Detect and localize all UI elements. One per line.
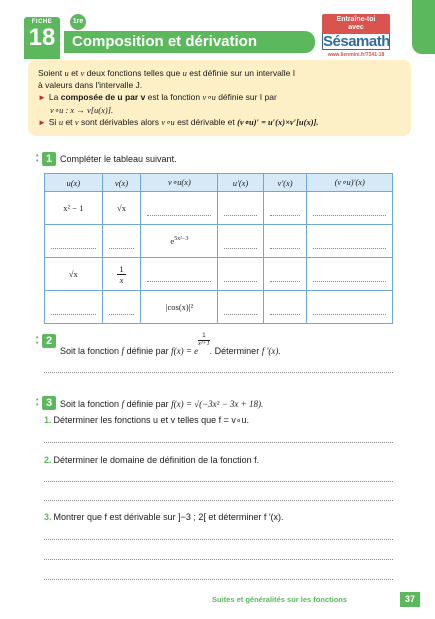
- exercise-2-statement: [60, 333, 281, 356]
- cours-intro: [38, 67, 401, 79]
- ex-math: f: [121, 346, 125, 356]
- answer-cell[interactable]: [102, 291, 141, 324]
- fiche-number: 18: [28, 24, 56, 51]
- answer-line[interactable]: [44, 579, 393, 580]
- table-row: [45, 225, 393, 258]
- cours-bold: composée de u par v: [60, 92, 146, 102]
- cours-math: u: [64, 68, 69, 78]
- cours-bullet-1-formula: [38, 104, 401, 116]
- fraction-numerator: 1: [119, 263, 124, 274]
- cell-v: [102, 258, 141, 291]
- question-number: 1.: [44, 415, 52, 425]
- cours-text: est dérivable et: [174, 117, 238, 127]
- chapter-tab: [412, 0, 435, 54]
- fiche-tag: [24, 17, 60, 59]
- question-text: Montrer que f est dérivable sur ]−3 ; 2[ et déterminer f ′(x).: [53, 512, 284, 522]
- exercise-3-statement: [60, 399, 263, 409]
- sesamath-link[interactable]: [322, 14, 390, 62]
- cours-text: La: [48, 92, 61, 102]
- answer-cell[interactable]: [141, 258, 218, 291]
- cours-math: v: [80, 68, 85, 78]
- question-3: [44, 512, 284, 522]
- cours-math: u: [182, 68, 187, 78]
- answer-line[interactable]: [44, 500, 393, 501]
- question-1: [44, 415, 249, 426]
- sesamath-logo: Sésamath: [323, 33, 390, 50]
- answer-cell[interactable]: [307, 258, 393, 291]
- answer-cell[interactable]: [307, 225, 393, 258]
- ex-math: f: [121, 399, 125, 409]
- question-number: 3.: [44, 512, 52, 522]
- cours-formula: (v∘u)′ = u′(x)×v′[u(x)].: [237, 117, 319, 127]
- cours-text: Soient: [38, 68, 65, 78]
- header-u: u(x): [45, 174, 103, 192]
- cours-math: v∘u: [161, 117, 175, 127]
- cell-v: [102, 192, 141, 225]
- header-u-prime: u′(x): [218, 174, 263, 192]
- exercise-number-box: 2: [42, 334, 56, 348]
- cell-value: √x: [68, 269, 78, 279]
- level-badge: 1re: [70, 14, 86, 30]
- fraction-denominator: x: [119, 274, 124, 285]
- fiche-label: FICHE: [31, 19, 53, 25]
- table-row: [45, 291, 393, 324]
- cell-fraction: [117, 264, 125, 285]
- exercise-number-box: 3: [42, 396, 56, 410]
- sesamath-banner: [322, 14, 390, 34]
- exercise-3-number: [36, 396, 57, 410]
- question-2: [44, 455, 259, 465]
- exp-exponent: 5x²−3: [174, 236, 189, 243]
- cours-bullet-1: [38, 91, 401, 104]
- footer-chapter: Suites et généralités sur les fonctions: [212, 595, 348, 604]
- answer-cell[interactable]: [218, 291, 263, 324]
- cours-text: et: [68, 68, 81, 78]
- table-row: [45, 258, 393, 291]
- exponent-fraction: [198, 333, 210, 348]
- cell-value: [170, 236, 188, 246]
- answer-cell[interactable]: [45, 291, 103, 324]
- header-vu: v∘u(x): [141, 174, 218, 192]
- answer-cell[interactable]: [218, 192, 263, 225]
- answer-cell[interactable]: [263, 192, 307, 225]
- question-text: Déterminer les fonctions u et v telles que f = v∘u.: [53, 415, 249, 425]
- difficulty-dots: • •: [36, 335, 39, 347]
- exp-base: e: [170, 236, 175, 246]
- answer-cell[interactable]: [263, 225, 307, 258]
- answer-line[interactable]: [44, 539, 393, 540]
- bullet-arrow-icon: ►: [38, 93, 46, 102]
- exercise-1-number: [36, 152, 57, 166]
- difficulty-dots: • •: [36, 397, 39, 409]
- exercise-1-instruction: Compléter le tableau suivant.: [60, 154, 177, 164]
- sesamath-line2: avec: [348, 24, 364, 31]
- composition-table: [44, 173, 393, 324]
- cours-text: est définie sur un intervalle I: [186, 68, 296, 78]
- cell-u: [45, 258, 103, 291]
- cours-intro-line2: à valeurs dans l'intervalle J.: [38, 80, 143, 90]
- cours-math: v: [74, 117, 79, 127]
- cours-text: Si: [48, 117, 59, 127]
- header-vu-prime: (v∘u)′(x): [307, 174, 393, 192]
- bullet-arrow-icon: ►: [38, 118, 46, 127]
- fraction-denominator: x²+1: [198, 341, 210, 347]
- ex-text: Soit la fonction: [60, 346, 122, 356]
- table-header-row: [45, 174, 393, 192]
- header-v: v(x): [102, 174, 141, 192]
- page-title: Composition et dérivation: [64, 31, 315, 53]
- ex-text: définie par: [124, 399, 172, 409]
- cours-text: et: [63, 117, 75, 127]
- question-number: 2.: [44, 455, 52, 465]
- cell-u: [45, 192, 103, 225]
- answer-cell[interactable]: [307, 192, 393, 225]
- header-v-prime: v′(x): [263, 174, 307, 192]
- ex-math: f ′(x).: [261, 346, 281, 356]
- fraction-numerator: 1: [198, 333, 210, 341]
- cours-math: v∘u: [202, 92, 216, 102]
- answer-cell[interactable]: [102, 225, 141, 258]
- cours-text: définie sur I par: [215, 92, 277, 102]
- cours-text: est la fonction: [145, 92, 203, 102]
- ex-formula: f(x) = √(−3x² − 3x + 18).: [171, 399, 264, 409]
- exercise-number-box: 1: [42, 152, 56, 166]
- answer-line[interactable]: [44, 442, 393, 443]
- cours-box: [28, 60, 411, 136]
- cours-text: sont dérivables alors: [78, 117, 162, 127]
- ex-text: . Déterminer: [209, 346, 262, 356]
- answer-cell[interactable]: [263, 258, 307, 291]
- exercise-2-number: [36, 334, 57, 348]
- cours-math: u: [58, 117, 64, 127]
- answer-cell[interactable]: [218, 258, 263, 291]
- cours-formula: v∘u : x → v[u(x)].: [50, 105, 114, 115]
- answer-cell[interactable]: [307, 291, 393, 324]
- ex-text: définie par: [124, 346, 172, 356]
- difficulty-dots: • •: [36, 153, 39, 165]
- sesamath-url[interactable]: www.lienmini.fr/7341-18: [327, 52, 385, 58]
- cours-text: deux fonctions telles que: [84, 68, 183, 78]
- table-row: [45, 192, 393, 225]
- cours-bullet-2: [38, 116, 401, 129]
- answer-cell[interactable]: [218, 225, 263, 258]
- answer-cell[interactable]: [263, 291, 307, 324]
- sesamath-line1: Entraîne-toi: [336, 16, 376, 23]
- ex-text: Soit la fonction: [60, 399, 122, 409]
- answer-line[interactable]: [44, 559, 393, 560]
- answer-line[interactable]: [44, 481, 393, 482]
- cell-value: x² − 1: [63, 203, 84, 213]
- page-number: 37: [400, 592, 420, 607]
- cell-vu: [141, 291, 218, 324]
- answer-cell[interactable]: [45, 225, 103, 258]
- answer-line[interactable]: [44, 372, 393, 373]
- answer-cell[interactable]: [141, 192, 218, 225]
- question-text: Déterminer le domaine de définition de la fonction f.: [53, 455, 260, 465]
- cell-value: |cos(x)|²: [165, 302, 193, 312]
- ex-formula: f(x) = e: [171, 346, 199, 356]
- cell-value: √x: [117, 203, 126, 213]
- cell-vu: [141, 225, 218, 258]
